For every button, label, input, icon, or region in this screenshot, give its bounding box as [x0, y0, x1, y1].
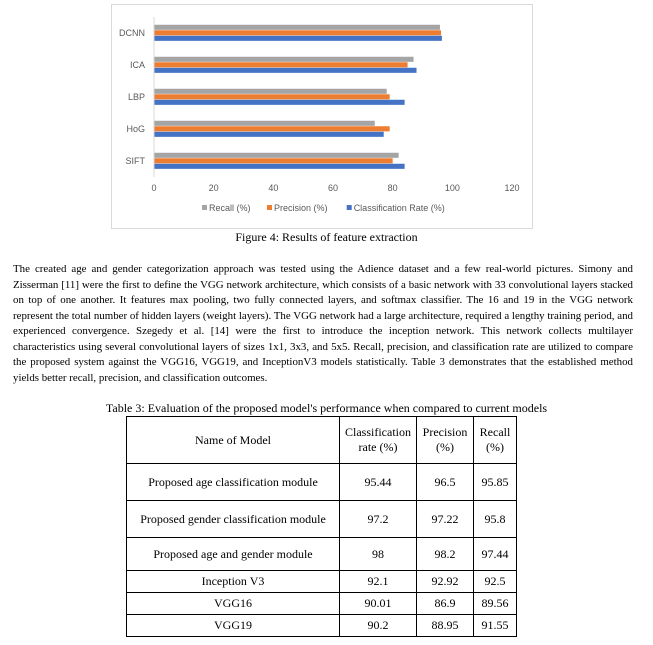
table-cell: 97.44	[474, 538, 517, 571]
table-row	[127, 615, 517, 637]
table-caption: Table 3: Evaluation of the proposed model's performance when compared to current models	[105, 401, 548, 415]
header-precision: Precision (%)	[417, 417, 474, 464]
category-label: HoG	[126, 124, 145, 134]
table-cell: 90.01	[340, 593, 417, 615]
header-classification-rate: Classification rate (%)	[340, 417, 417, 464]
category-label: SIFT	[125, 156, 145, 166]
category-label: ICA	[129, 60, 145, 70]
table-cell: 97.2	[340, 501, 417, 538]
bar	[154, 153, 399, 158]
legend-label: Precision (%)	[274, 203, 328, 213]
table-row	[127, 538, 517, 571]
header-recall: Recall (%)	[474, 417, 517, 464]
table-header-row	[127, 417, 517, 464]
table-cell: Proposed gender classification module	[127, 501, 340, 538]
table-cell: 97.22	[417, 501, 474, 538]
legend-label: Recall (%)	[209, 203, 251, 213]
table-cell: 91.55	[474, 615, 517, 637]
body-text	[13, 262, 633, 386]
table-cell: 90.2	[340, 615, 417, 637]
results-table	[126, 416, 517, 637]
bar	[154, 132, 384, 137]
bar	[154, 36, 442, 41]
x-tick-label: 0	[151, 183, 157, 193]
legend-swatch	[347, 205, 352, 210]
legend-label: Classification Rate (%)	[353, 203, 445, 213]
bar	[154, 158, 393, 163]
bar	[154, 68, 417, 73]
bar	[154, 30, 441, 35]
table-cell: 88.95	[417, 615, 474, 637]
table-cell: Inception V3	[127, 571, 340, 593]
x-tick-label: 120	[504, 183, 520, 193]
table-row	[127, 593, 517, 615]
x-tick-label: 100	[444, 183, 460, 193]
bar	[154, 100, 405, 105]
table-cell: Proposed age and gender module	[127, 538, 340, 571]
bar	[154, 25, 440, 30]
feature-extraction-chart	[111, 4, 533, 229]
bar	[154, 62, 408, 67]
x-tick-label: 60	[327, 183, 339, 193]
table-cell: Proposed age classification module	[127, 464, 340, 501]
table-cell: 86.9	[417, 593, 474, 615]
table-cell: 98.2	[417, 538, 474, 571]
bar	[154, 57, 414, 62]
x-tick-label: 40	[268, 183, 279, 193]
figure-caption: Figure 4: Results of feature extraction	[235, 230, 418, 244]
table-cell: 89.56	[474, 593, 517, 615]
table-row	[127, 464, 517, 501]
table-cell: 92.92	[417, 571, 474, 593]
table-cell: VGG19	[127, 615, 340, 637]
table-cell: 98	[340, 538, 417, 571]
table-cell: 95.85	[474, 464, 517, 501]
header-model-name: Name of Model	[127, 417, 340, 464]
bar	[154, 126, 390, 131]
category-label: DCNN	[119, 28, 145, 38]
bar	[154, 89, 387, 94]
table-cell: 92.1	[340, 571, 417, 593]
table-row	[127, 571, 517, 593]
bar	[154, 121, 375, 126]
chart-canvas	[112, 5, 532, 228]
legend-swatch	[267, 205, 272, 210]
bar	[154, 94, 390, 99]
bar	[154, 164, 405, 169]
table-cell: VGG16	[127, 593, 340, 615]
table-cell: 96.5	[417, 464, 474, 501]
x-tick-label: 80	[387, 183, 398, 193]
category-label: LBP	[127, 92, 145, 102]
body-paragraph: The created age and gender categorization approach was tested using the Adience dataset and a few real-world pictures. Simony and Zisserman [11] were the first to define the VGG network architecture, which consists of a basic network with 33 convolutional layers stacked on top of one another. It features max pooling, two fully connected layers, and softmax classifier. The 16 and 19 in the VGG network represent the total number of hidden layers (weight layers). The VGG network had a large architecture, required a lengthy training period, and experienced convergence. Szegedy et al. [14] were the first to introduce the inception network. This network collects multilayer characteristics using several convolutional layers of sizes 1x1, 3x3, and 5x5. Recall, precision, and classification rate are utilized to compare the proposed system against the VGG16, VGG19, and InceptionV3 models statistically. Table 3 demonstrates that the established method yields better recall, precision, and classification outcomes.	[13, 263, 633, 384]
table-cell: 95.44	[340, 464, 417, 501]
table-cell: 92.5	[474, 571, 517, 593]
table-cell: 95.8	[474, 501, 517, 538]
x-tick-label: 20	[208, 183, 219, 193]
legend-swatch	[202, 205, 207, 210]
table-row	[127, 501, 517, 538]
